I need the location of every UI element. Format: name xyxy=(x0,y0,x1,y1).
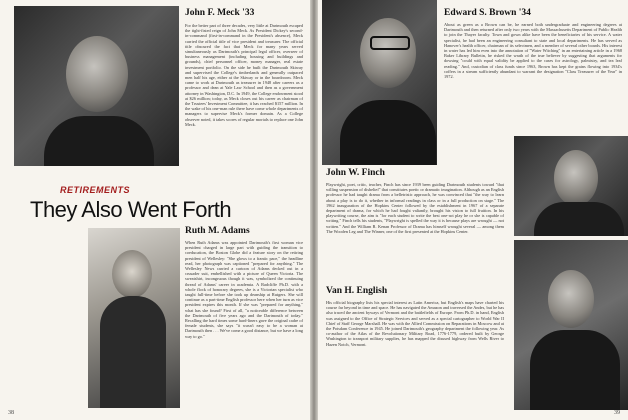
meck-portrait-photo xyxy=(14,6,179,166)
page-headline: They Also Went Forth xyxy=(30,197,232,222)
adams-portrait-photo xyxy=(88,228,180,408)
english-body-text: His official biography lists his special interest as Latin America, but English's maps have charted his course far beyond in time and space. He has navigated the Amazon and traversed the Andes, but he has also traced the ancient byways of Vermont and the battlefields of Europe. From Ph.D. in hand, English was assigned to the Office of Strategic Services and served as a special cartographer to World War II Chief of Staff George Marshall. He was with the Allied Commission on Reparations in Moscow and at the Potsdam Conference in 1945. He joined Dartmouth's geography department the following year. As co-author of the Atlas of the Revolutionary Military Road, 1776-1779, ordered built by George Washington to transport military supplies, he has mapped the disused highway from Wells River to Hazen Notch, Vermont. xyxy=(326,300,504,347)
finch-name: John W. Finch xyxy=(326,168,385,178)
right-page-number: 39 xyxy=(614,410,620,416)
brown-name: Edward S. Brown '34 xyxy=(444,8,531,18)
finch-portrait-photo xyxy=(322,0,437,165)
right-page xyxy=(318,0,628,420)
brown-portrait-photo xyxy=(514,136,628,236)
finch-body-text: Playwright, poet, critic, teacher, Finch has since 1939 been guiding Dartmouth students toward "that willing suspension of disbelief" that constitutes poetic or dramatic imagination. Although as an English professor he had taught drama from a belletristic approach, he was convinced that "the way to learn about a play is to do it, whether in informal readings in class or in a full production on stage." The 1962 inauguration of the Hopkins Center followed by the establishment in 1967 of a separate department of drama, for which he had fought valiantly, brought his vision to full fruition. In his playwriting course, the aim is "for each student to write the best one-act play he or she is capable of writing." Finch tells his students, "Playwright is spelled the way it is because plays are wrought — not written." And the William R. Kenan Professor of Drama has himself wrought several — among them The Wooden Leg and The Winner, one of the first presented at the Hopkins Center. xyxy=(326,182,504,234)
english-portrait-photo xyxy=(514,240,628,410)
page-gutter xyxy=(310,0,318,420)
adams-name: Ruth M. Adams xyxy=(185,226,250,236)
meck-name: John F. Meck '33 xyxy=(185,8,255,18)
meck-body-text: For the better part of three decades, very little at Dartmouth escaped the tight-fisted reign of John Meck. As President Dickey's second-in-command (first-in-command in the President's absence), Meck carried the official title of vice president and treasurer. The official title obscured the fact that Meck for many years served simultaneously as Dartmouth's principal legal officer, overseer of business management (including housing and buildings and grounds), chief personnel officer, money manager, real estate investment portfolio. On the side he built the Dartmouth Skiway and supervised the College's timberlands and generally outpaced men half his age, either at the Skiway or in the boardroom. Meck came to work at Dartmouth as treasurer in 1948 after careers as a professor and dean at Yale Law School and then as a government attorney in Washington, D.C. In 1949, the College endowment stood at $26 million; today, as Meck closes out his career as chairman of the Trustees' Investment Committee, it has reached $157 million. In the wake of his one-man rule there have come whole departments of managers to supervise Meck's former domain. As a College observer noted, it takes scores of regular mortals to replace one John Meck. xyxy=(185,23,303,127)
section-kicker: RETIREMENTS xyxy=(60,185,131,195)
adams-body-text: When Ruth Adams was appointed Dartmouth's first woman vice president charged in large part with guiding the transition to coeducation, the Boston Globe did a feature story on the retiring president of Wellesley: "She glows to a frantic pace," the headline read, her photograph was captioned "prepared for anything." The Wellesley News carried a cartoon of Adams decked out in a crusader suit, embellished with a picture of Queen Victoria. The sweatshirt, incongruous though it was, symbolized the continuing thread of Adams' career in academia. A Radcliffe Ph.D. with a whole flock of honorary degrees, she is a Victorian specialist who taught full-time before she took up deanship at Rutgers. She will continue as a part-time English professor here when her turn as vice president expires this month. If she was "prepared for anything," what has she found? First of all, "a noticeable difference between the Dartmouth of five years ago and the Dartmouth of today." Recalling the hard times some hard-liners gave the original cadre of female students, she says "it wasn't easy to be a woman at Dartmouth then . . . We've come a good distance, but we have a long way to go." xyxy=(185,240,303,339)
left-page-number: 38 xyxy=(8,410,14,416)
brown-body-text: About as green as a Brown can be, he earned both undergraduate and engineering degrees at Dartmouth and then returned after only two years with the Massachusetts Department of Public Health to join the Thayer faculty. Town and gown alike have been the beneficiaries of his service. A water specialist, he had been an engineering consultant to state and local departments. He has served as Hanover's health officer, chairman of its selectmen, and a member of several other boards. His interest in water has led him even into the annotation of "Water Witching" in an entertaining article in a 1968 Baker Library Bulletin, he risked the wrath of the true believer by suggesting that arguments for dowsing "could with equal validity be applied to the cases for astrology, palmistry, and tea leaf reading." And, custodian of class funds since 1963, Brown has kept the grains flowing into 1934's coffers in a stream sufficiently abundant to warrant the designation "Class Treasurer of the Year" in 1972. xyxy=(444,22,622,80)
left-page xyxy=(0,0,310,420)
english-name: Van H. English xyxy=(326,286,388,296)
